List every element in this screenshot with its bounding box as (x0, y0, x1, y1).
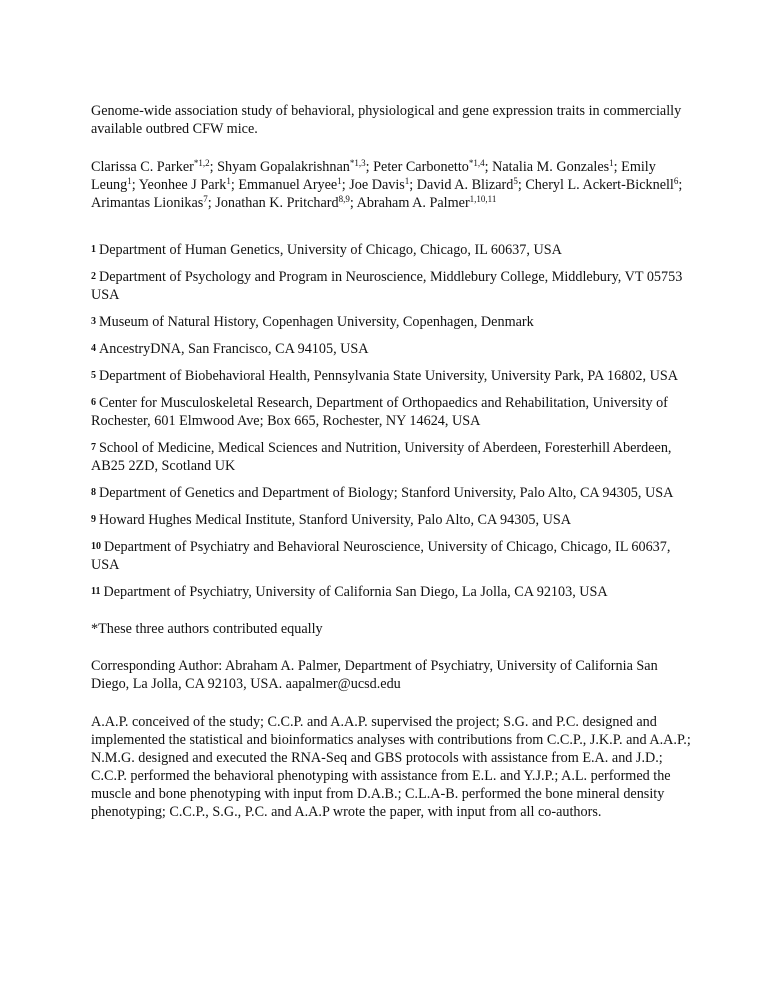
affiliation-text: Department of Psychology and Program in Neuroscience, Middlebury College, Middlebury, VT 05753 USA (91, 269, 683, 303)
affiliation-number: 11 (91, 586, 101, 597)
affiliation-text: Department of Psychiatry and Behavioral Neuroscience, University of Chicago, Chicago, IL 60637, USA (91, 539, 671, 573)
author-affiliation-marker: 8,9 (338, 194, 350, 204)
author (417, 177, 518, 193)
affiliation-number: 1 (91, 244, 96, 255)
affiliation (91, 511, 691, 529)
affiliation-number: 4 (91, 343, 96, 354)
affiliation-text: AncestryDNA, San Francisco, CA 94105, USA (99, 341, 369, 357)
affiliation (91, 394, 691, 430)
affiliation (91, 340, 691, 358)
author (139, 177, 231, 193)
author-affiliation-marker: *1,2 (193, 158, 210, 168)
author-affiliation-marker: *1,4 (468, 158, 485, 168)
affiliation (91, 367, 691, 385)
author-affiliation-marker: 1 (609, 158, 614, 168)
author (217, 159, 366, 175)
author-list: Clarissa C. Parker$^{*1,2}$; Shyam Gopalakrishnan$^{*1,3}$; Peter Carbonetto$^{*1,4}$; Natalia M. Gonzales$^1$; Emily Leung$^1$; Yeonhee J Park$^1$; Emmanuel Aryee$^1$; Joe Davis$^1$; David A. Blizard$^5$; Cheryl L. Ackert-Bicknell$^6$; Arimantas Lionikas$^7$; Jonathan K. Pritchard$^{8,9}$; Abraham A. Palmer$^{1,10,11}$ (91, 158, 683, 211)
affiliation-number: 2 (91, 271, 96, 282)
affiliation (91, 484, 691, 502)
affiliation-number: 7 (91, 442, 96, 453)
author-affiliation-marker: 6 (673, 176, 679, 186)
affiliation (91, 538, 691, 574)
affiliation-text: Center for Musculoskeletal Research, Department of Orthopaedics and Rehabilitation, University of Rochester, 601 Elmwood Ave; Box 665, Rochester, NY 14624, USA (91, 395, 668, 429)
affiliation-text: Department of Psychiatry, University of California San Diego, La Jolla, CA 92103, USA (103, 584, 608, 600)
affiliation-number: 10 (91, 541, 101, 552)
affiliation (91, 583, 691, 601)
affiliation-text: Department of Biobehavioral Health, Pennsylvania State University, University Park, PA 16802, USA (99, 368, 678, 384)
author-affiliation-marker: 5 (513, 176, 518, 186)
author-name: Arimantas Lionikas (91, 195, 204, 211)
author (357, 195, 497, 211)
author-name: Natalia M. Gonzales (492, 159, 610, 175)
paper-page (91, 102, 691, 821)
author-affiliation-marker: *1,3 (349, 158, 366, 168)
affiliation-text: School of Medicine, Medical Sciences and Nutrition, University of Aberdeen, Foresterhill Aberdeen, AB25 2ZD, Scotland UK (91, 440, 672, 474)
author (238, 177, 341, 193)
author-name: Peter Carbonetto (373, 159, 469, 175)
affiliation-number: 3 (91, 316, 96, 327)
author (373, 159, 485, 175)
author-name: Emily Leung (91, 159, 656, 193)
author (349, 177, 409, 193)
affiliation (91, 241, 691, 259)
affiliation-number: 5 (91, 370, 96, 381)
author-affiliation-marker: 1,10,11 (469, 194, 497, 204)
equal-contribution-note: *These three authors contributed equally (91, 621, 323, 637)
affiliation-number: 6 (91, 397, 96, 408)
author-affiliation-marker: 1 (337, 176, 342, 186)
affiliation-text: Department of Genetics and Department of Biology; Stanford University, Palo Alto, CA 94305, USA (99, 485, 674, 501)
author-name: Shyam Gopalakrishnan (217, 159, 350, 175)
author-affiliation-marker: 1 (404, 176, 410, 186)
affiliation-text: Howard Hughes Medical Institute, Stanford University, Palo Alto, CA 94305, USA (99, 512, 571, 528)
author-name: David A. Blizard (416, 177, 514, 193)
author (91, 159, 210, 175)
author-name: Joe Davis (349, 177, 405, 193)
author (525, 177, 678, 193)
paper-title: Genome-wide association study of behavioral, physiological and gene expression traits in commercially available outbred CFW mice. (91, 103, 682, 137)
author-name: Cheryl L. Ackert-Bicknell (525, 177, 674, 193)
affiliation-list (91, 241, 691, 601)
corresponding-author: Corresponding Author: Abraham A. Palmer, Department of Psychiatry, University of California San Diego, La Jolla, CA 92103, USA. aapalmer@ucsd.edu (91, 658, 658, 692)
author-contributions: A.A.P. conceived of the study; C.C.P. and A.A.P. supervised the project; S.G. and P.C. designed and implemented the statistical and bioinformatics analyses with contributions from C.C.P., J.K.P. and A.A.P.; N.M.G. designed and executed the RNA-Seq and GBS protocols with assistance from E.A. and J.D.; C.C.P. performed the behavioral phenotyping with assistance from E.L. and Y.J.P.; A.L. performed the muscle and bone phenotyping with input from D.A.B.; C.L.A-B. performed the bone mineral density phenotyping; C.C.P., S.G., P.C. and A.A.P wrote the paper, with input from all co-authors. (91, 714, 691, 820)
affiliation (91, 439, 691, 475)
author-name: Jonathan K. Pritchard (215, 195, 339, 211)
author-affiliation-marker: 1 (127, 176, 132, 186)
affiliation-text: Department of Human Genetics, University of Chicago, Chicago, IL 60637, USA (99, 242, 562, 258)
author (215, 195, 350, 211)
author-name: Abraham A. Palmer (356, 195, 470, 211)
author (492, 159, 614, 175)
affiliation (91, 313, 691, 331)
affiliation-text: Museum of Natural History, Copenhagen University, Copenhagen, Denmark (99, 314, 534, 330)
author-name: Clarissa C. Parker (91, 159, 194, 175)
affiliation (91, 268, 691, 304)
affiliation-number: 9 (91, 514, 96, 525)
author-name: Yeonhee J Park (138, 177, 227, 193)
author (91, 195, 208, 211)
author-affiliation-marker: 1 (226, 176, 231, 186)
author-name: Emmanuel Aryee (238, 177, 338, 193)
author-affiliation-marker: 7 (203, 194, 208, 204)
affiliation-number: 8 (91, 487, 96, 498)
